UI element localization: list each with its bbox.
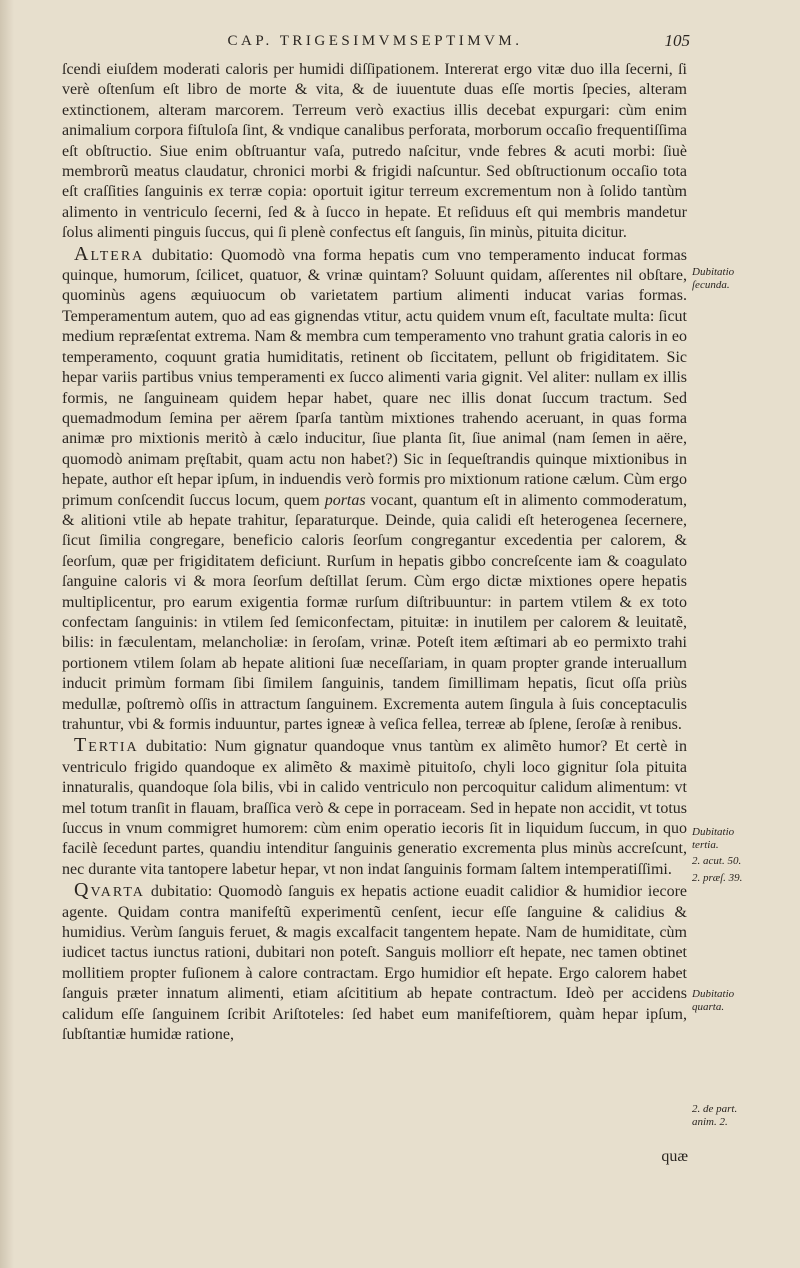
margin-note-tertia (692, 826, 788, 884)
margin-note-reference: anim. 2. (692, 1115, 728, 1128)
paragraph-2-text: dubitatio: Quomodò vna forma hepatis cum vno temperamento inducat formas quinque, humorum, ſcilicet, quatuor, & vrinæ quintam? Soluunt quidam, aſſerentes nil obſtare, quominùs agens æquiuocum ob varietatem partium alimenti inducat varias formas. Temperamentum autem, quo ad eas gignendas vtitur, actu quidem vnum eſt, facultate multa: ſicut medium repræſentat extrema. Nam & membra cum temperamento vno trahunt gratia caloris in eo temperamento, coquunt gratia humiditatis, retinent ob ſiccitatem, pellunt ob frigiditatem. Sic hepar variis partibus vnius temperamenti ex ſucco alimenti varia gignit. Vel aliter: nullam ex illis formis, ne ſanguineam quidem hepar habet, quare nec illis donat ſuccum tractum. Sed quemadmodum ſemina per aërem ſparſa tantùm mixtiones trahendo aceruant, in quas forma animæ pro mixtionis meritò à cælo inducitur, ſiue planta ſit, ſiue animal (nam ſemen in aëre, quomodò animam pręſtabit, quam actu non habet?) Sic in ſequeſtrandis quinque mixtionibus in hepate, author eſt hepar ipſum, in induendis verò formis pro mixtionum ratione cælum. Cùm ergo primum conſcendit ſuccus locum, quem (62, 246, 687, 509)
paragraph-3-text: dubitatio: Num gignatur quandoque vnus tantùm ex alimẽto humor? Et certè in ventriculo frigido quandoque ex alimẽto & maximè pituitoſo, chyli loco gignitur ſola pituita innaturalis, quandoque ſola bilis, vbi in calido ventriculo non percoquitur calidum alimentum: vt mel totum tranſit in flauam, braſſica verò & cepe in porraceam. Sed in hepate non accidit, vt totus ſuccus in vnum commigret humorem: cùm enim operatio iecoris ſit in liquidum ſuccum, in quo facilè ſecedunt partes, quandiu intenditur ſanguinis generatio excrementa plus minùs accreſcunt, nec durante vita tantopere labetur hepar, vt non indat ſanguinis formam ſaltem intemperatiſſimi. (62, 738, 687, 878)
main-text (62, 60, 687, 1046)
paragraph-3-lead: Tertia (74, 734, 139, 757)
paragraph-2-lead: Altera (74, 242, 145, 265)
paragraph-4 (62, 880, 687, 1045)
margin-note-reference: 2. præſ. 39. (692, 871, 743, 884)
paragraph-2-portas: portas (324, 491, 366, 509)
paragraph-1 (62, 60, 687, 244)
paragraph-1-text: ſcendi eiuſdem moderati caloris per humidi diſſipationem. Intererat ergo vitæ duo illa ſecerni, ſi verè oſtenſum eſt libro de morte & vita, & de iuuentute duas eſſe mortis ſpecies, alteram extinctionem, alteram marcorem. Terreum verò exactius illis decebat expurgari: cùm enim animalium corpora fiſtuloſa ſint, & vndique canalibus perforata, morborum occaſio frequentiſſima eſt obſtructio. Siue enim obſtruantur vaſa, putredo naſcitur, vnde febres & acuti morbi: ſiuè membrorũ meatus claudatur, chronici morbi & frigidi naſcuntur. Sed obſtructionum occaſio tota eſt craſſities ſanguinis ex terræ copia: oportuit igitur terreum excrementum non à ſolido tantùm alimento in ventriculo ſecerni, ſed & à ſucco in hepate. Et reſiduus eſt qui membris mandetur ſolus alimenti pinguis ſuccus, qui ſi plenè confectus eſt ſanguis, ſin minùs, pituita dicitur. (62, 61, 687, 242)
margin-note-label: Dubitatio (692, 988, 735, 1000)
running-head: CAP. TRIGESIMVMSEPTIMVM. (227, 33, 523, 49)
folio-number: 105 (664, 31, 690, 50)
margin-note-label: Dubitatio (692, 266, 735, 278)
page-header (60, 33, 690, 55)
margin-note-secunda (692, 266, 788, 291)
margin-note-reference: 2. de part. (692, 1103, 738, 1115)
paragraph-2 (62, 244, 687, 736)
paragraph-4-text: dubitatio: Quomodò ſanguis ex hepatis actione euadit calidior & humidior iecore agente. Quidam contra manifeſtũ experimentũ cenſent, iecur eſſe ſanguine & calidius & humidius. Verùm ſanguis feruet, & magis excalfacit tangentem hepate. Nam de humiditate, cùm iudicet tactus iunctus rationi, dubitari non poteſt. Sanguis molliorr eſt hepate, nec tamen obtinet mollitiem propter fuſionem à calore contractam. Ergo humidior eſt hepate. Ergo calorem habet ſanguis præter innatum alimenti, etiam aſcititium ab hepate contractum. Ideò per accidens calidum eſſe ſanguinem ſcribit Ariſtoteles: ſed habet eum manifeſtiorem, quàm hepar ipſum, ſubſtantiæ humidæ ratione, (62, 883, 687, 1044)
paragraph-2-text-cont: vocant, quantum eſt in alimento commoderatum, & alitioni vtile ab hepate trahitur, ſeparaturque. Deinde, quia calidi eſt heterogenea ſecernere, ſicut ſimilia congregare, beneficio caloris ſeorſum congregantur excedentia per calorem, & ſeorſum, quæ per frigiditatem deficiunt. Rurſum in hepatis gibbo concreſcente iam & coagulato ſanguine caloris vi & mora ſeorſum deſtillat ſerum. Cùm ergo dictæ mixtiones opere hepatis multiplicentur, pro earum exigentia formæ rurſum diſtribuuntur: in partem vtilem & ex toto confectam ſanguinis: in vtilem ſed ſemiconfectam, pituitæ: in inutilem per calorem & leuitatẽ, bilis: in fæculentam, melancholiæ: in ſeroſam, vrinæ. Poteſt item æſtimari ab eo permixto trahi portionem vtilem ſolam ab hepate alitioni ſuæ neceſſariam, in quam propter grande interuallum inducit primùm formam ſibi ſimilem ſanguinis, tandem ſimillimam hepatis, ſicut oſſa priùs medullæ, poſtremò oſſis in attractum ſanguinem. Excrementa autem ſingula à ſuis conceptaculis trahuntur, vbi & formis induuntur, partes igneæ à veſica fellea, terreæ ab ſplene, ſeroſæ à renibus. (62, 491, 688, 733)
margin-note-reference: 2. acut. 50. (692, 855, 742, 867)
margin-note-label: Dubitatio (692, 826, 735, 838)
margin-note-ordinal: quarta. (692, 1000, 725, 1013)
paragraph-4-lead: Qvarta (74, 879, 145, 902)
margin-note-ordinal: tertia. (692, 838, 719, 851)
margin-note-quarta (692, 988, 788, 1013)
paragraph-3 (62, 735, 687, 880)
margin-note-aristotle (692, 1103, 788, 1128)
catchword: quæ (661, 1148, 688, 1165)
margin-note-ordinal: ſecunda. (692, 278, 730, 291)
